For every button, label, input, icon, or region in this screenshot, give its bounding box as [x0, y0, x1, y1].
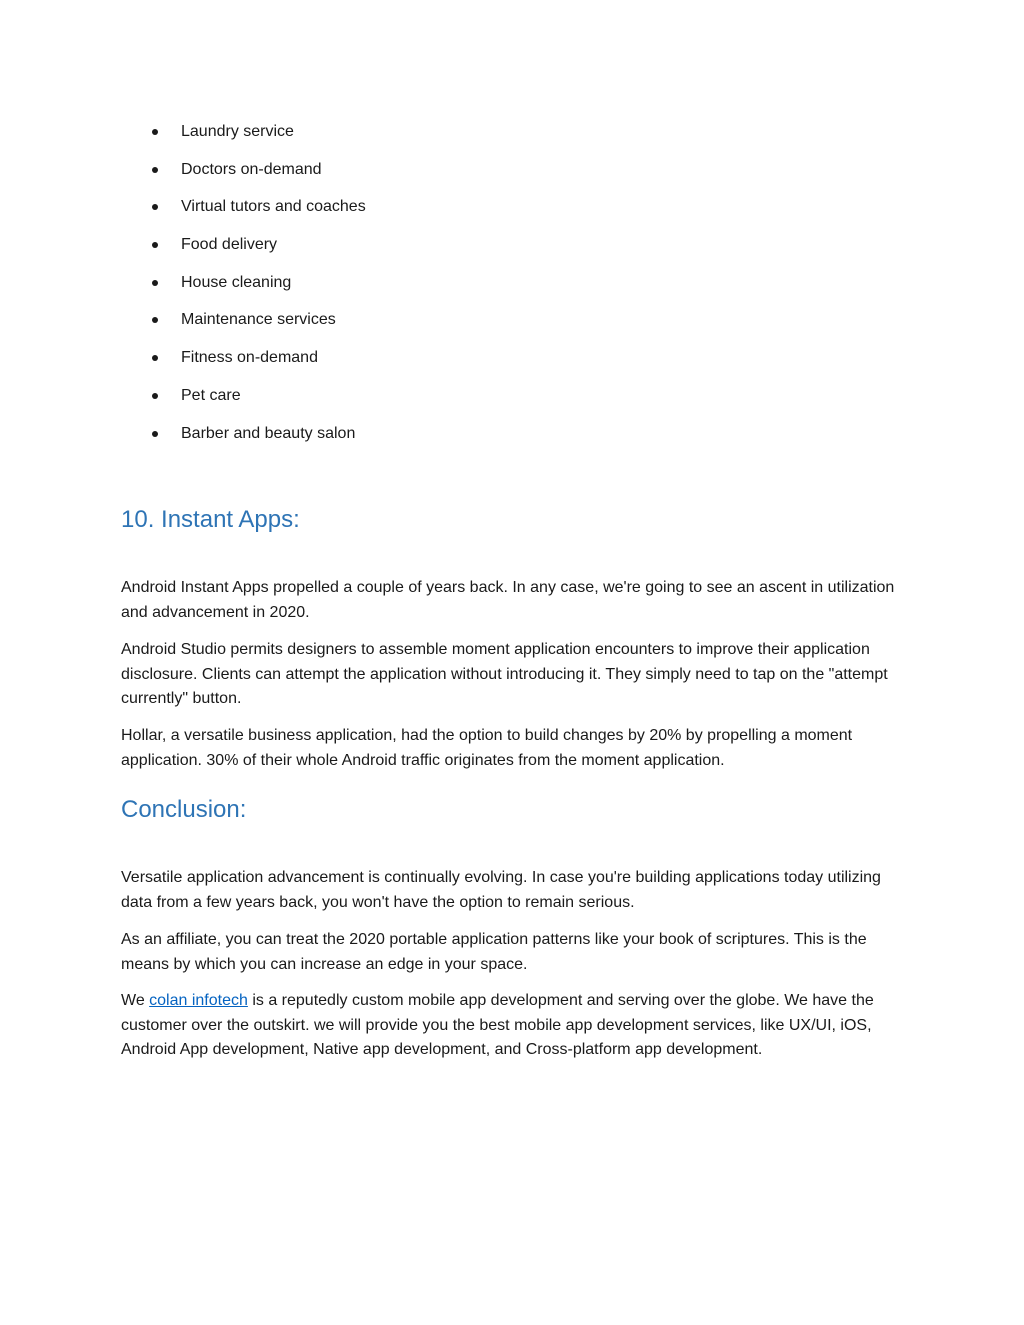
instant-apps-paragraph-3: Hollar, a versatile business application, had the option to build changes by 20% by propelling a moment application. 30% of their whole Android traffic originates from the moment application. [121, 727, 853, 769]
bullet-icon [152, 167, 158, 173]
conclusion-paragraph-3 [121, 989, 911, 1063]
bullet-icon [152, 129, 158, 135]
conclusion-paragraph-2: As an affiliate, you can treat the 2020 portable application patterns like your book of scriptures. This is the means by which you can increase an edge in your space. [121, 931, 867, 973]
list-item [121, 422, 366, 460]
paragraph-text-after-link: is a reputedly custom mobile app development and serving over the globe. We have the customer over the outskirt. we will provide you the best mobile app development services, like UX/UI, iOS, Android App development, Native app development, and Cross-platform app development. [121, 992, 874, 1058]
services-bullet-list [121, 120, 366, 459]
list-item-text: Maintenance services [181, 311, 336, 329]
list-item [121, 233, 366, 271]
list-item-text: Laundry service [181, 123, 294, 140]
list-item-text: Virtual tutors and coaches [181, 198, 366, 216]
bullet-icon [152, 355, 158, 361]
list-item [121, 384, 366, 422]
bullet-icon [152, 280, 158, 286]
list-item [121, 120, 366, 158]
bullet-icon [152, 242, 158, 248]
bullet-icon [152, 393, 158, 399]
bullet-icon [152, 317, 158, 323]
conclusion-heading: Conclusion: [121, 796, 247, 823]
instant-apps-paragraph-1: Android Instant Apps propelled a couple of years back. In any case, we're going to see an ascent in utilization and advancement in 2020. [121, 579, 895, 621]
bullet-icon [152, 431, 158, 437]
colan-infotech-link[interactable]: colan infotech [149, 992, 248, 1009]
instant-apps-paragraph-2: Android Studio permits designers to assemble moment application encounters to improve their application disclosure. Clients can attempt the application without introducing it. They simply need to tap on the "attempt currently" button. [121, 641, 888, 707]
list-item [121, 158, 366, 196]
paragraph-text-before-link: We [121, 992, 150, 1009]
list-item [121, 195, 366, 233]
list-item [121, 271, 366, 309]
list-item-text: Food delivery [181, 236, 278, 254]
list-item-text: Doctors on-demand [181, 160, 322, 178]
list-item [121, 308, 366, 346]
list-item [121, 346, 366, 384]
bullet-icon [152, 204, 158, 210]
instant-apps-heading: 10. Instant Apps: [121, 506, 300, 533]
list-item-text: Fitness on-demand [181, 349, 318, 367]
conclusion-paragraph-1: Versatile application advancement is continually evolving. In case you're building applications today utilizing data from a few years back, you won't have the option to remain serious. [121, 869, 881, 911]
list-item-text: House cleaning [181, 273, 292, 291]
list-item-text: Pet care [181, 386, 241, 404]
list-item-text: Barber and beauty salon [181, 424, 356, 442]
